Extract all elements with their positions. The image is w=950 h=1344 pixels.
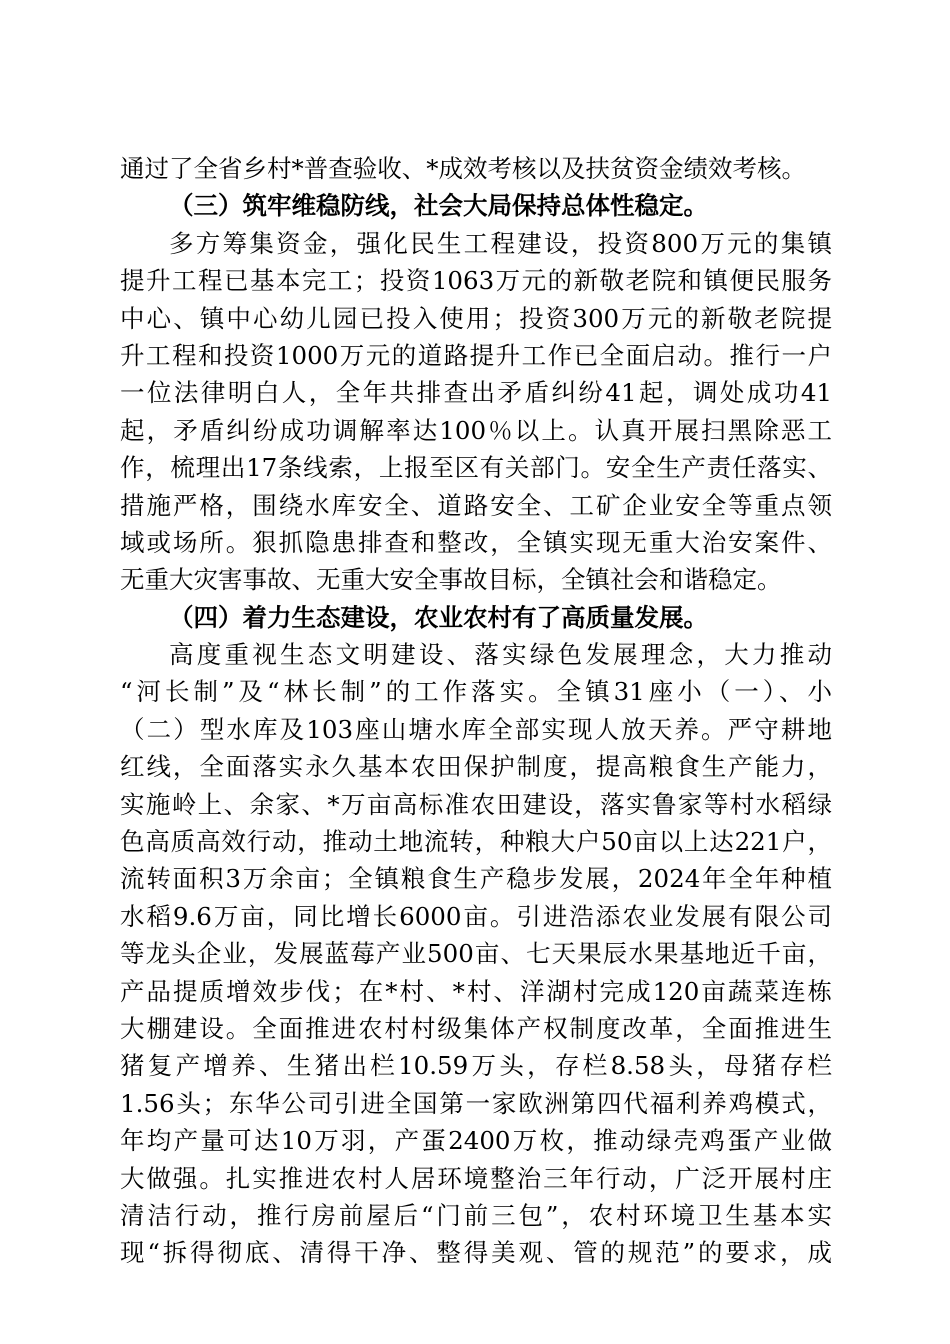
paragraph-line: 等龙头企业，发展蓝莓产业500亩、七天果辰水果基地近千亩， xyxy=(120,939,832,969)
paragraph-line: 多方筹集资金，强化民生工程建设，投资800万元的集镇 xyxy=(169,228,832,258)
paragraph-line: 大做强。扎实推进农村人居环境整治三年行动，广泛开展村庄 xyxy=(120,1163,832,1193)
paragraph-line: 清洁行动，推行房前屋后“门前三包”，农村环境卫生基本实 xyxy=(120,1200,832,1230)
paragraph-line: 现“拆得彻底、清得干净、整得美观、管的规范”的要求，成 xyxy=(120,1238,832,1268)
paragraph-line: 通过了全省乡村*普查验收、*成效考核以及扶贫资金绩效考核。 xyxy=(120,154,806,183)
paragraph-line: 色高质高效行动，推动土地流转，种粮大户50亩以上达221户， xyxy=(120,827,832,857)
paragraph-line: 作，梳理出17条线索，上报至区有关部门。安全生产责任落实、 xyxy=(120,453,832,483)
paragraph-line: 流转面积3万余亩；全镇粮食生产稳步发展，2024年全年种植 xyxy=(120,864,832,894)
paragraph-line: 水稻9.6万亩，同比增长6000亩。引进浩添农业发展有限公司 xyxy=(120,901,832,931)
paragraph-line: 产品提质增效步伐；在*村、*村、洋湖村完成120亩蔬菜连栋 xyxy=(120,976,832,1006)
paragraph-line: 一位法律明白人，全年共排查出矛盾纠纷41起，调处成功41 xyxy=(120,378,832,408)
paragraph-line: 1.56头；东华公司引进全国第一家欧洲第四代福利养鸡模式， xyxy=(120,1088,832,1118)
paragraph-line: 起，矛盾纠纷成功调解率达100％以上。认真开展扫黑除恶工 xyxy=(120,415,832,445)
paragraph-line: 红线，全面落实永久基本农田保护制度，提高粮食生产能力， xyxy=(120,752,832,782)
paragraph-line: 域或场所。狠抓隐患排查和整改，全镇实现无重大治安案件、 xyxy=(120,527,832,557)
paragraph-line: 实施岭上、余家、*万亩高标准农田建设，落实鲁家等村水稻绿 xyxy=(120,789,832,819)
paragraph-line: 年均产量可达10万羽，产蛋2400万枚，推动绿壳鸡蛋产业做 xyxy=(120,1126,832,1156)
paragraph-line: 措施严格，围绕水库安全、道路安全、工矿企业安全等重点领 xyxy=(120,490,832,520)
paragraph-line: （二）型水库及103座山塘水库全部实现人放天养。严守耕地 xyxy=(120,714,832,744)
paragraph-line: “河长制”及“林长制”的工作落实。全镇31座小（一）、小 xyxy=(120,677,832,707)
paragraph-line: 大棚建设。全面推进农村村级集体产权制度改革，全面推进生 xyxy=(120,1013,832,1043)
section-heading-3: （三）筑牢维稳防线，社会大局保持总体性稳定。 xyxy=(169,191,708,221)
section-heading-4: （四）着力生态建设，农业农村有了高质量发展。 xyxy=(169,602,708,632)
paragraph-line: 提升工程已基本完工；投资1063万元的新敬老院和镇便民服务 xyxy=(120,266,832,296)
paragraph-line: 猪复产增养、生猪出栏10.59万头，存栏8.58头，母猪存栏 xyxy=(120,1051,832,1081)
paragraph-line: 高度重视生态文明建设、落实绿色发展理念，大力推动 xyxy=(169,640,832,670)
body-text xyxy=(120,150,832,1272)
paragraph-line: 中心、镇中心幼儿园已投入使用；投资300万元的新敬老院提 xyxy=(120,303,832,333)
paragraph-line: 升工程和投资1000万元的道路提升工作已全面启动。推行一户 xyxy=(120,340,832,370)
paragraph-line: 无重大灾害事故、无重大安全事故目标，全镇社会和谐稳定。 xyxy=(120,565,782,595)
